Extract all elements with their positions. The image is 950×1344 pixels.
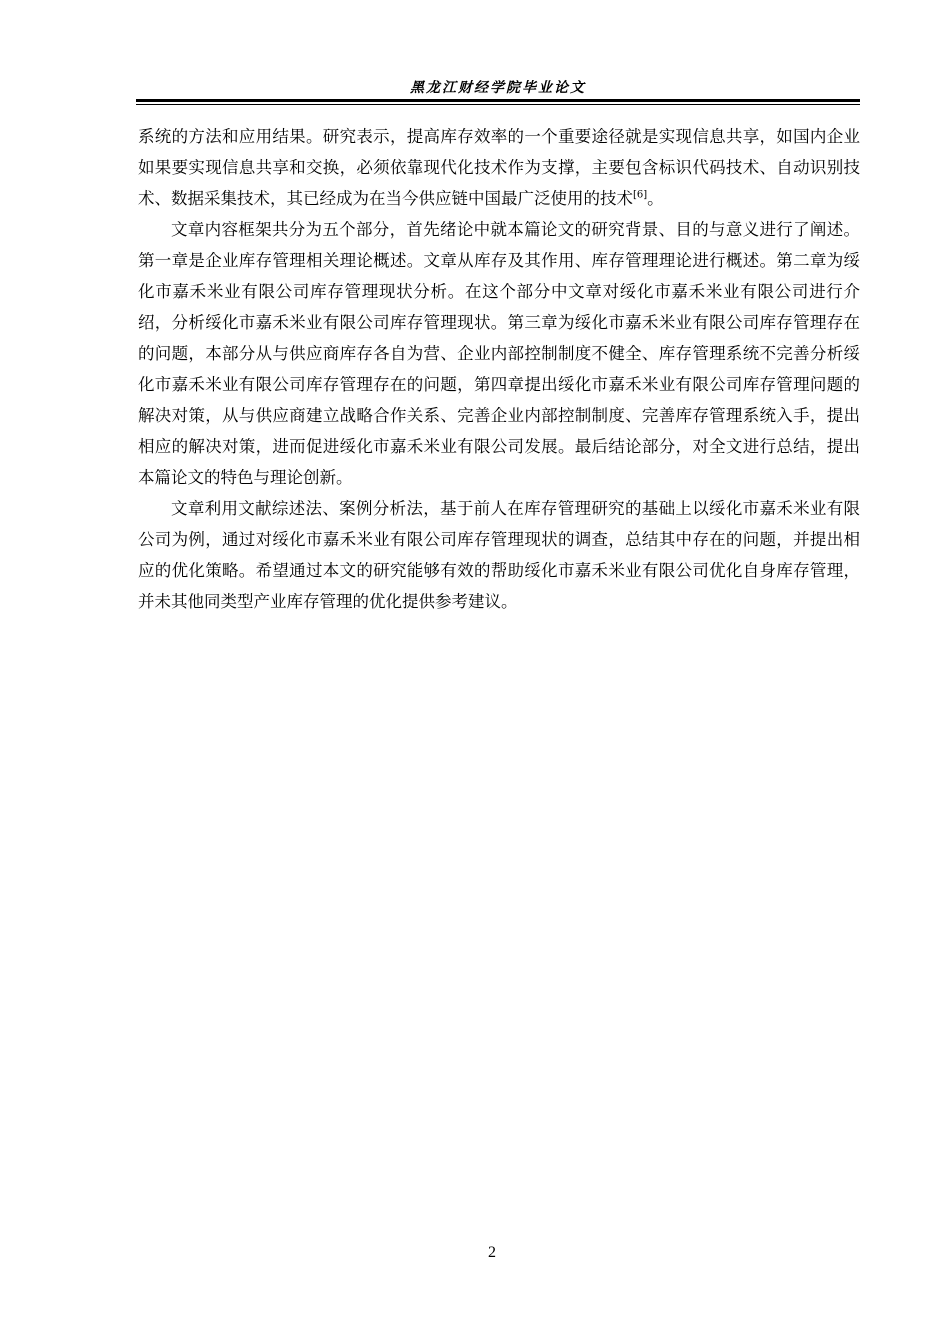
paragraph-structure: 文章内容框架共分为五个部分，首先绪论中就本篇论文的研究背景、目的与意义进行了阐述。第一章是企业库存管理相关理论概述。文章从库存及其作用、库存管理理论进行概述。第二章为绥化市嘉禾米业有限公司库存管理现状分析。在这个部分中文章对绥化市嘉禾米业有限公司进行介绍，分析绥化市嘉禾米业有限公司库存管理现状。第三章为绥化市嘉禾米业有限公司库存管理存在的问题，本部分从与供应商库存各自为营、企业内部控制制度不健全、库存管理系统不完善分析绥化市嘉禾米业有限公司库存管理存在的问题，第四章提出绥化市嘉禾米业有限公司库存管理问题的解决对策，从与供应商建立战略合作关系、完善企业内部控制制度、完善库存管理系统入手，提出相应的解决对策，进而促进绥化市嘉禾米业有限公司发展。最后结论部分，对全文进行总结，提出本篇论文的特色与理论创新。 [138, 220, 860, 487]
body-text [138, 121, 860, 617]
page-number: 2 [488, 1244, 496, 1261]
paragraph-methods: 文章利用文献综述法、案例分析法，基于前人在库存管理研究的基础上以绥化市嘉禾米业有限公司为例，通过对绥化市嘉禾米业有限公司库存管理现状的调查，总结其中存在的问题，并提出相应的优化策略。希望通过本文的研究能够有效的帮助绥化市嘉禾米业有限公司优化自身库存管理，并未其他同类型产业库存管理的优化提供参考建议。 [138, 499, 860, 611]
running-header: 黑龙江财经学院毕业论文 [410, 80, 586, 96]
paragraph-text: 系统的方法和应用结果。研究表示，提高库存效率的一个重要途径就是实现信息共享，如国内企业如果要实现信息共享和交换，必须依靠现代化技术作为支撑，主要包含标识代码技术、自动识别技术、数据采集技术，其已经成为在当今供应链中国最广泛使用的技术 [138, 127, 860, 208]
header-rule-thick [136, 99, 860, 102]
paragraph-continued [138, 121, 860, 214]
header-rule-thin [136, 104, 860, 105]
citation-reference[interactable]: [6] [633, 189, 648, 201]
paragraph-tail: 。 [647, 189, 664, 208]
